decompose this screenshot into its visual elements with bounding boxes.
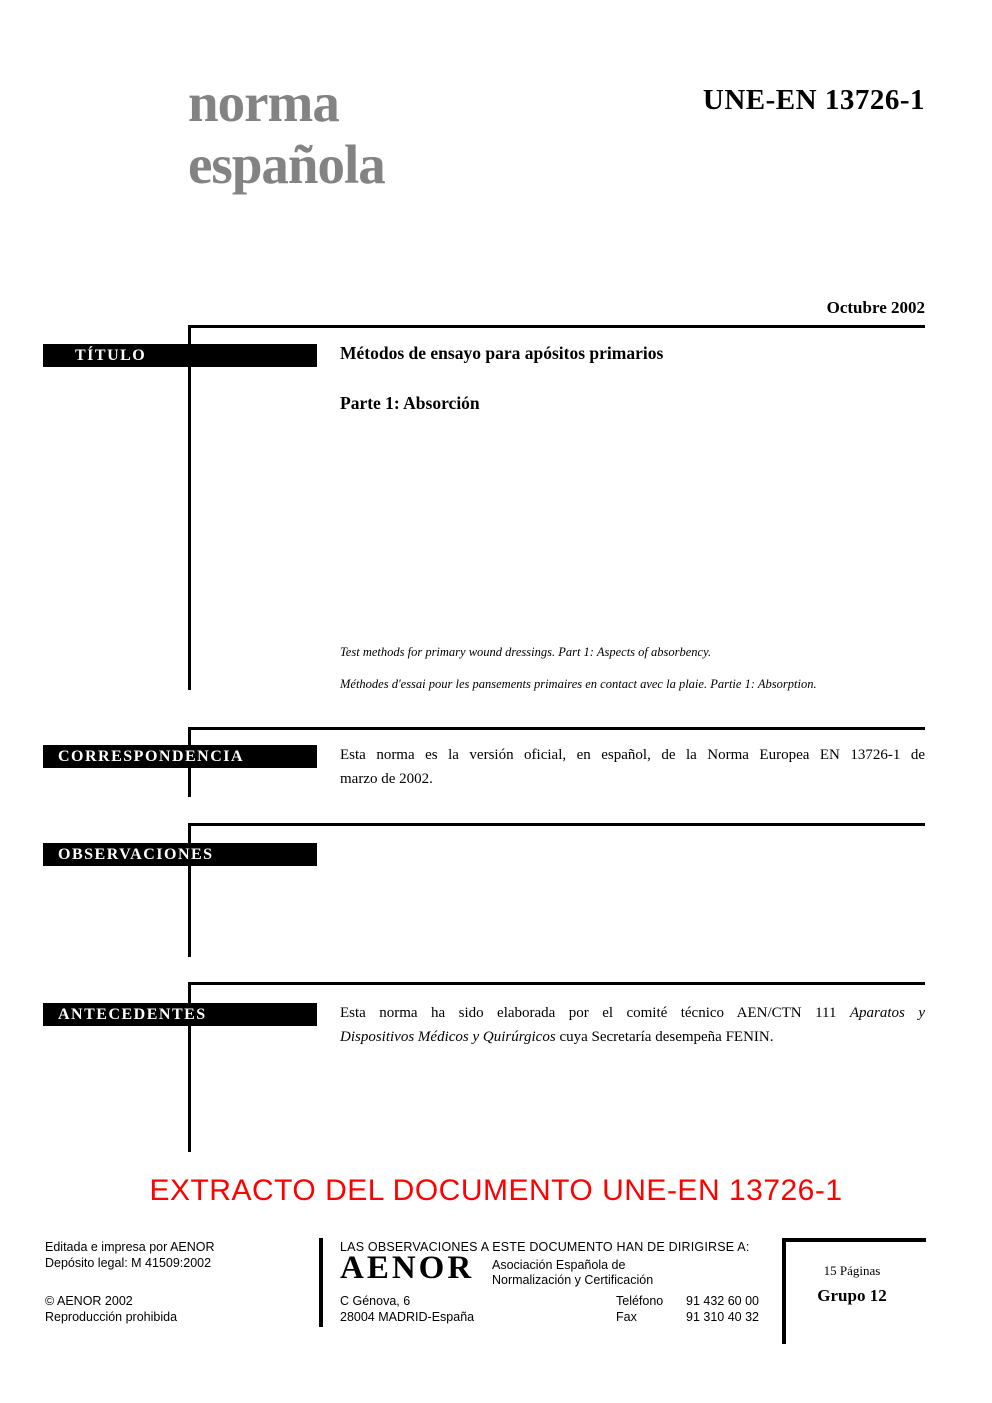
group-number: Grupo 12 bbox=[817, 1286, 887, 1305]
footer-fax-number: 91 310 40 32 bbox=[686, 1310, 759, 1324]
observaciones-top-rule bbox=[189, 823, 925, 826]
logo-line-2: española bbox=[188, 134, 385, 195]
titulo-label: TÍTULO bbox=[75, 346, 147, 364]
aenor-org-line1: Asociación Española de bbox=[492, 1258, 626, 1272]
correspondencia-label: CORRESPONDENCIA bbox=[58, 747, 245, 765]
footer-legal-deposit: Depósito legal: M 41509:2002 bbox=[45, 1256, 212, 1270]
antecedentes-line1-regular: Esta norma ha sido elaborada por el comité técnico AEN/CTN 111 bbox=[340, 1005, 837, 1021]
footer-phone-label: Teléfono bbox=[616, 1294, 664, 1308]
extract-notice: EXTRACTO DEL DOCUMENTO UNE-EN 13726-1 bbox=[149, 1174, 843, 1207]
antecedentes-top-rule bbox=[189, 982, 925, 985]
page-count: 15 Páginas bbox=[823, 1263, 881, 1278]
aenor-org-line2: Normalización y Certificación bbox=[492, 1273, 654, 1287]
titulo-top-rule bbox=[189, 325, 925, 328]
footer-address-line2: 28004 MADRID-España bbox=[340, 1310, 475, 1324]
footer-phone-number: 91 432 60 00 bbox=[686, 1294, 759, 1308]
publication-date: Octubre 2002 bbox=[826, 298, 925, 317]
antecedentes-label: ANTECEDENTES bbox=[58, 1005, 207, 1023]
footer-copyright: © AENOR 2002 bbox=[45, 1294, 133, 1308]
logo-line-1: norma bbox=[188, 72, 339, 133]
observaciones-label: OBSERVACIONES bbox=[58, 845, 214, 863]
antecedentes-line2 bbox=[340, 1025, 925, 1049]
antecedentes-line2-regular: cuya Secretaría desempeña FENIN. bbox=[559, 1029, 774, 1045]
footer-publisher: Editada e impresa por AENOR bbox=[45, 1240, 215, 1254]
footer-address-line1: C Génova, 6 bbox=[340, 1294, 411, 1308]
antecedentes-body bbox=[340, 1001, 925, 1049]
document-title-line2: Parte 1: Absorción bbox=[340, 393, 480, 413]
title-french: Méthodes d'essai pour les pansements primaires en contact avec la plaie. Partie 1: Absorption. bbox=[340, 677, 817, 691]
document-code: UNE-EN 13726-1 bbox=[702, 84, 925, 116]
correspondencia-line1: Esta norma es la versión oficial, en español, de la Norma Europea EN 13726-1 de bbox=[340, 747, 925, 763]
antecedentes-line1 bbox=[340, 1001, 925, 1025]
antecedentes-label-bar bbox=[43, 1003, 317, 1026]
observaciones-label-bar bbox=[43, 843, 317, 866]
correspondencia-top-rule bbox=[189, 727, 925, 730]
footer-fax-label: Fax bbox=[616, 1310, 637, 1324]
correspondencia-line2: marzo de 2002. bbox=[340, 771, 433, 787]
footer-notice: LAS OBSERVACIONES A ESTE DOCUMENTO HAN DE DIRIGIRSE A: bbox=[340, 1240, 750, 1254]
antecedentes-line1-italic: Aparatos y bbox=[849, 1005, 925, 1021]
document-title-line1: Métodos de ensayo para apósitos primarios bbox=[340, 343, 664, 363]
aenor-logo: AENOR bbox=[340, 1250, 475, 1286]
correspondencia-label-bar bbox=[43, 745, 317, 768]
antecedentes-line2-italic: Dispositivos Médicos y Quirúrgicos bbox=[340, 1029, 556, 1045]
footer-reproduction: Reproducción prohibida bbox=[45, 1310, 178, 1324]
correspondencia-body bbox=[340, 743, 925, 791]
norma-espanola-logo bbox=[188, 72, 385, 196]
title-english: Test methods for primary wound dressings. Part 1: Aspects of absorbency. bbox=[340, 645, 712, 659]
titulo-label-bar bbox=[43, 344, 317, 367]
footer-divider bbox=[319, 1238, 323, 1327]
titulo-vertical-line bbox=[188, 325, 191, 690]
